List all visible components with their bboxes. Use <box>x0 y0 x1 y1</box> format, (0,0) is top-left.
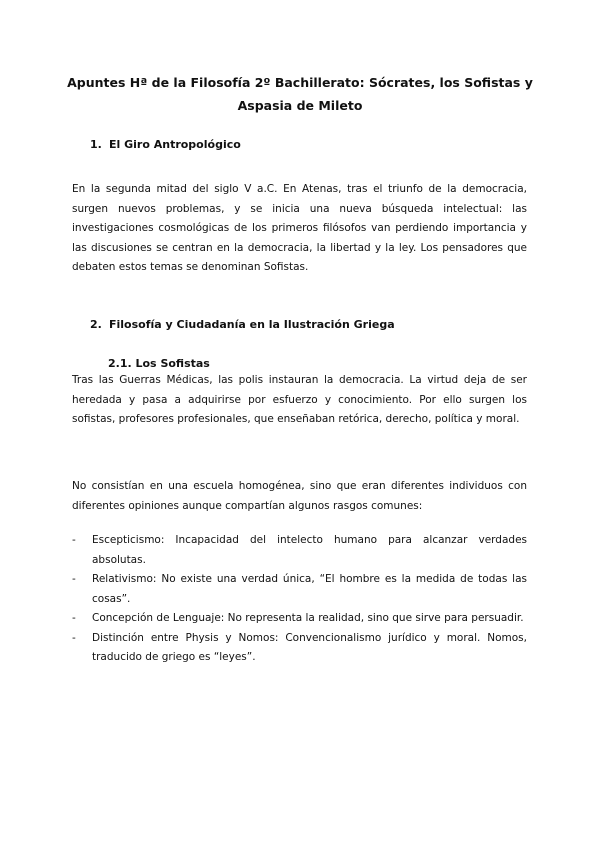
list-item: - Concepción de Lenguaje: No representa la realidad, sino que sirve para persuadir. <box>72 609 527 629</box>
list-item: - Relativismo: No existe una verdad única, “El hombre es la medida de todas las cosas”. <box>72 570 527 609</box>
bullet-dash: - <box>72 631 76 644</box>
traits-list <box>72 531 527 668</box>
list-item: - Distinción entre Physis y Nomos: Convencionalismo jurídico y moral. Nomos, traducido de griego es “leyes”. <box>72 629 527 668</box>
bullet-dash: - <box>72 573 76 585</box>
section-2-number: 2. <box>90 318 102 331</box>
subsection-paragraph-1: Tras las Guerras Médicas, las polis instauran la democracia. La virtud deja de ser heredada y pasa a adquirirse por esfuerzo y conocimiento. Por ello surgen los sofistas, profesores profesionales, que enseñaban retórica, derecho, política y moral. <box>72 374 527 425</box>
bullet-dash: - <box>72 534 76 546</box>
list-item: - Escepticismo: Incapacidad del intelecto humano para alcanzar verdades absolutas. <box>72 531 527 570</box>
subsection-2-1-heading: 2.1. Los Sofistas <box>108 357 210 370</box>
section-1-title: El Giro Antropológico <box>109 138 241 151</box>
document-title: Apuntes Hª de la Filosofía 2º Bachillerato: Sócrates, los Sofistas y Aspasia de Mileto <box>67 75 533 113</box>
section-1-paragraph: En la segunda mitad del siglo V a.C. En Atenas, tras el triunfo de la democracia, surgen nuevos problemas, y se inicia una nueva búsqueda intelectual: las investigaciones cosmológicas de los primeros filósofos van perdiendo importancia y las discusiones se centran en la democracia, la libertad y la ley. Los pensadores que debaten estos temas se denominan Sofistas. <box>72 183 527 273</box>
section-2-heading <box>90 318 395 331</box>
section-1-number: 1. <box>90 138 102 151</box>
bullet-dash: - <box>72 612 76 624</box>
section-2-title: Filosofía y Ciudadanía en la Ilustración Griega <box>109 318 395 331</box>
subsection-paragraph-2: No consistían en una escuela homogénea, sino que eran diferentes individuos con diferentes opiniones aunque compartían algunos rasgos comunes: <box>72 480 527 512</box>
section-1-heading <box>90 138 241 151</box>
